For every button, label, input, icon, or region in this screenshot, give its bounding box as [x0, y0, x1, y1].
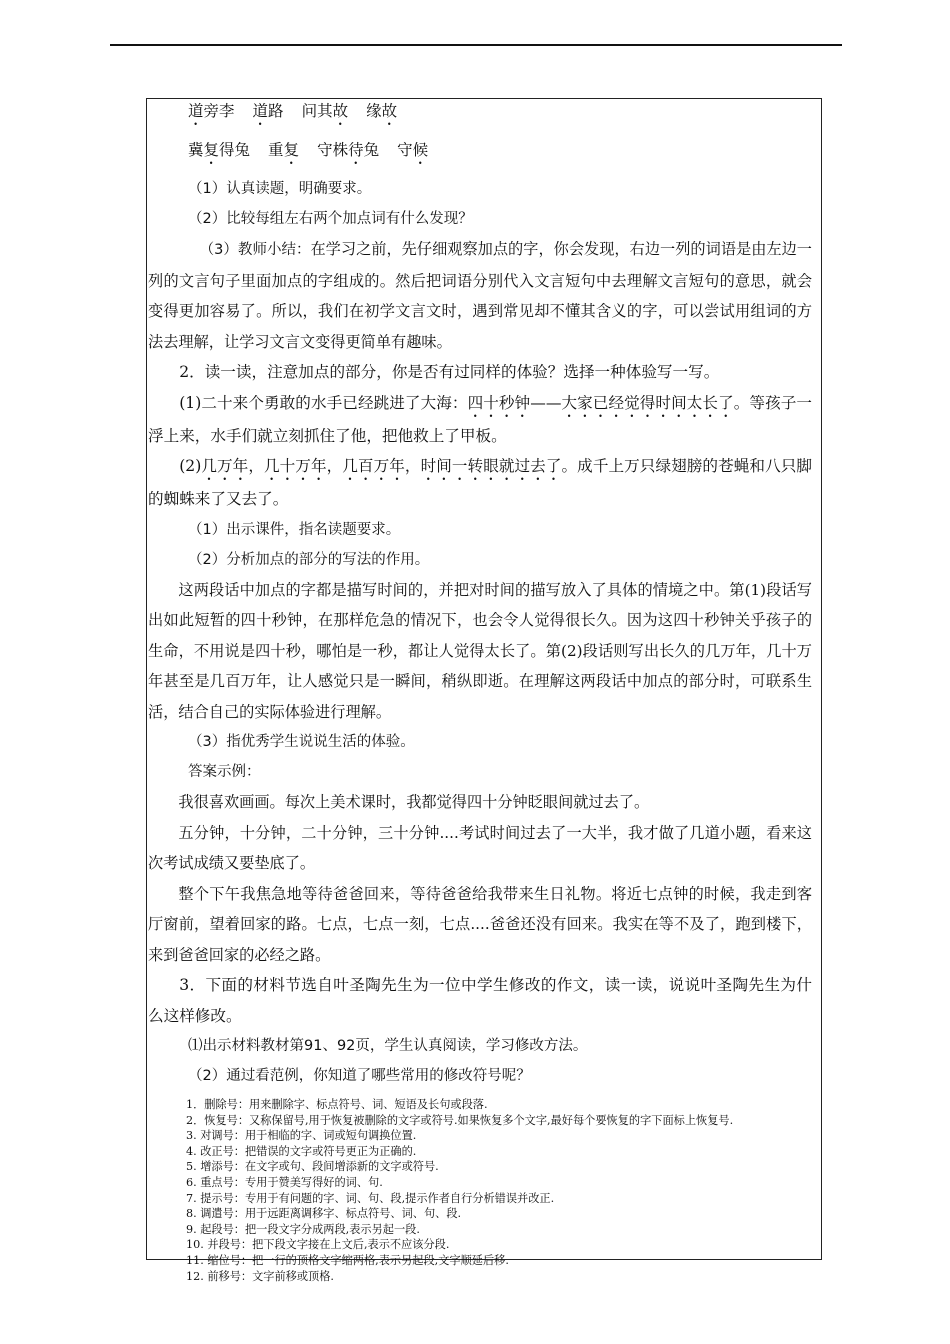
list-item: 10. 并段号：把下段文字接在上文后,表示不应该分段.: [186, 1238, 450, 1252]
analysis-text: 这两段话中加点的字都是描写时间的，并把对时间的描写放入了具体的情境之中。第(1)段话写出如此短暂的四十秒钟，在那样危急的情况下，也会令人觉得很长久。因为这四十秒钟关乎孩子的生命，不用说是四十秒，哪怕是一秒，都让人觉得太长了。第(2)段话则写出长久的几万年，几十万年甚至是几百万年，让人感觉只是一瞬间，稍纵即逝。在理解这两段话中加点的部分时，可联系生活，结合自己的实际体验进行理解。: [148, 580, 812, 721]
word-pair: 重复: [268, 141, 300, 159]
word-pair: 冀复得兔: [188, 141, 251, 159]
list-item: 6. 重点号：专用于赞美写得好的词、句.: [186, 1175, 383, 1189]
step-show-material: ⑴出示材料教材第91、92页，学生认真阅读，学习修改方法。: [188, 1038, 588, 1054]
word-pair: 问其故: [301, 102, 349, 120]
passage-1: (1)二十来个勇敢的水手已经跳进了大海：四十秒钟——大家已经觉得时间太长了。等孩子一浮上来，水手们就立刻抓住了他，把他救上了甲板。: [148, 393, 812, 445]
lesson-content: [148, 96, 812, 1284]
example-2: 五分钟，十分钟，二十分钟，三十分钟....考试时间过去了一大半，我才做了几道小题，看来这次考试成绩又要垫底了。: [148, 823, 812, 872]
step-show-courseware: （1）出示课件，指名读题要求。: [188, 521, 401, 538]
word-pairs-row-1: [188, 96, 812, 129]
list-item: 9. 起段号：把一段文字分成两段,表示另起一段.: [186, 1222, 420, 1236]
list-item: 11. 缩位号：把一行的顶格文字缩两格,表示另起段,文字顺延后移.: [186, 1253, 509, 1267]
word-pair: 守株待兔: [317, 141, 380, 159]
list-item: 2．恢复号：又称保留号,用于恢复被删除的文字或符号.如果恢复多个文字,最好每个要恢复的字下面标上恢复号.: [186, 1113, 734, 1127]
teacher-summary-label: （3）教师小结：: [199, 242, 311, 258]
list-item: 12. 前移号：文字前移或顶格.: [186, 1269, 334, 1283]
header-rule: [110, 44, 842, 46]
word-pair: 守候: [397, 141, 429, 159]
step-share-experience: （3）指优秀学生说说生活的体验。: [188, 734, 415, 750]
word-pair: 道路: [252, 102, 284, 120]
list-item: 5. 增添号：在文字或句、段间增添新的文字或符号.: [186, 1160, 439, 1174]
list-item: 1．删除号：用来删除字、标点符号、词、短语及长句或段落.: [186, 1098, 488, 1111]
step-revision-symbols: （2）通过看范例，你知道了哪些常用的修改符号呢？: [188, 1068, 531, 1084]
list-item: 3. 对调号：用于相临的字、词或短句调换位置.: [186, 1129, 417, 1143]
word-pairs-row-2: [188, 135, 812, 168]
list-item: 8. 调遣号：用于远距离调移字、标点符号、词、句、段.: [186, 1207, 462, 1221]
question-3: 3．下面的材料节选自叶圣陶先生为一位中学生修改的作文，读一读，说说叶圣陶先生为什么这样修改。: [148, 976, 812, 1025]
example-1: 我很喜欢画画。每次上美术课时，我都觉得四十分钟眨眼间就过去了。: [178, 793, 650, 811]
teacher-summary-text: 在学习之前，先仔细观察加点的字，你会发现，右边一列的词语是由左边一列的文言句子里面加点的字组成的。然后把词语分别代入文言短句中去理解文言短句的意思，就会变得更加容易了。所以，我们在初学文言文时，遇到常见却不懂其含义的字，可以尝试用组词的方法去理解，让学习文言文变得更简单有趣味。: [148, 240, 812, 351]
step-read-question: （1）认真读题，明确要求。: [188, 181, 372, 197]
revision-symbol-list: [172, 1097, 812, 1284]
example-3: 整个下午我焦急地等待爸爸回来，等待爸爸给我带来生日礼物。将近七点钟的时候，我走到客厅窗前，望着回家的路。七点，七点一刻，七点....爸爸还没有回来。我实在等不及了，跑到楼下，来到爸爸回家的必经之路。: [148, 884, 812, 964]
list-item: 4. 改正号：把错误的文字或符号更正为正确的.: [186, 1144, 417, 1158]
list-item: 7. 提示号：专用于有问题的字、词、句、段,提示作者自行分析错误并改正.: [186, 1191, 555, 1205]
step-compare-words: （2）比较每组左右两个加点词有什么发现？: [188, 211, 473, 227]
word-pair: 道旁李: [188, 102, 235, 120]
answer-example-label: 答案示例：: [188, 764, 261, 780]
step-analyze-writing: （2）分析加点的部分的写法的作用。: [188, 551, 430, 568]
passage-2: (2)几万年，几十万年，几百万年，时间一转眼就过去了。成千上万只绿翅膀的苍蝇和八只脚的蜘蛛来了又去了。: [148, 457, 812, 508]
word-pair: 缘故: [366, 102, 398, 120]
teacher-summary: [148, 234, 812, 357]
question-2: 2．读一读，注意加点的部分，你是否有过同样的体验？选择一种体验写一写。: [179, 363, 720, 381]
